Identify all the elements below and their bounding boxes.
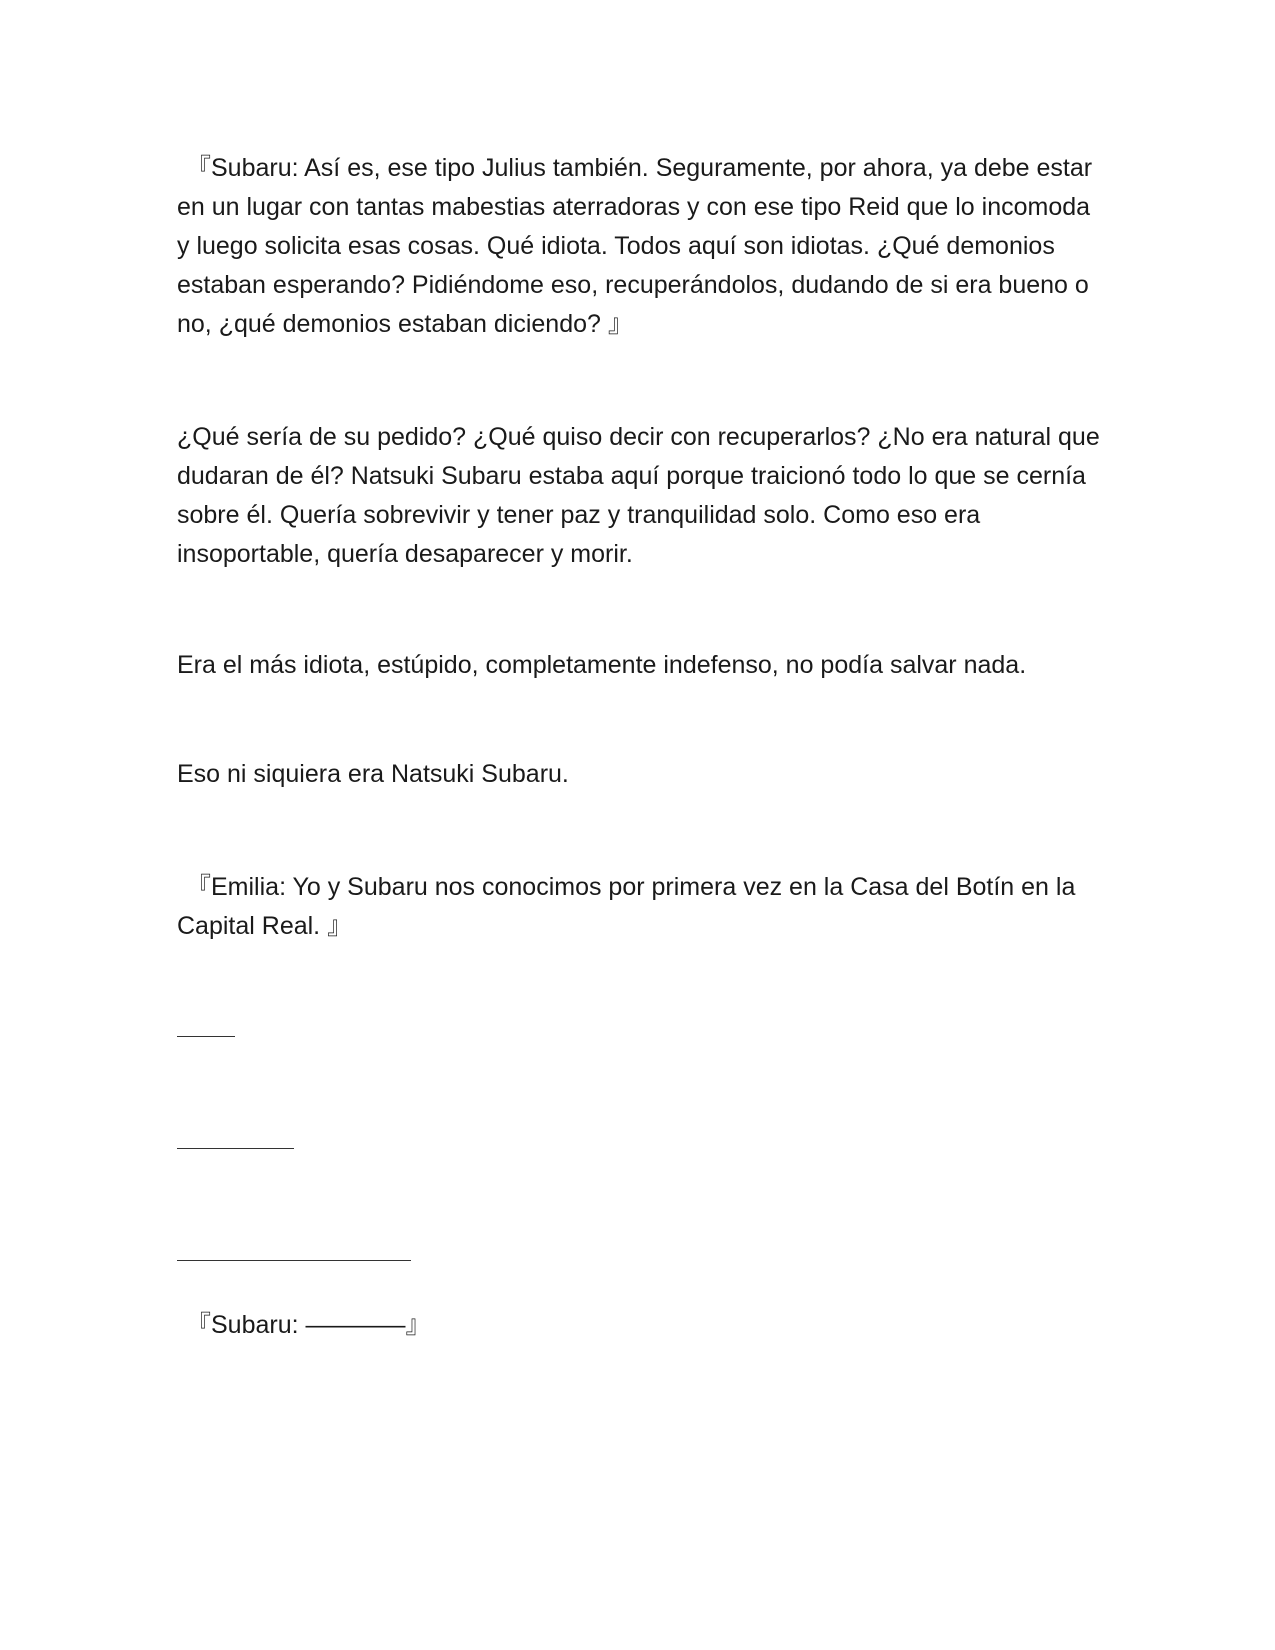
narration-paragraph-idiot: Era el más idiota, estúpido, completamente indefenso, no podía salvar nada.: [177, 651, 1027, 679]
dialogue-emilia: 『Emilia: Yo y Subaru nos conocimos por primera vez en la Casa del Botín en la Capital Real. 』: [177, 873, 1076, 940]
dash-line-medium: [177, 1148, 294, 1149]
dash-line-long: [177, 1260, 411, 1261]
dialogue-subaru-dash: 『Subaru: ————』: [186, 1311, 431, 1339]
narration-paragraph-request: ¿Qué sería de su pedido? ¿Qué quiso decir con recuperarlos? ¿No era natural que dudaran de él? Natsuki Subaru estaba aquí porque traicionó todo lo que se cernía sobre él. Quería sobrevivir y tener paz y tranquilidad solo. Como eso era insoportable, quería desaparecer y morir.: [177, 423, 1100, 568]
dash-line-short: [177, 1036, 235, 1037]
narration-paragraph-not-subaru: Eso ni siquiera era Natsuki Subaru.: [177, 760, 569, 788]
dialogue-subaru-julius: 『Subaru: Así es, ese tipo Julius también. Seguramente, por ahora, ya debe estar en un lugar con tantas mabestias aterradoras y con ese tipo Reid que lo incomoda y luego solicita esas cosas. Qué idiota. Todos aquí son idiotas. ¿Qué demonios estaban esperando? Pidiéndome eso, recuperándolos, dudando de si era bueno o no, ¿qué demonios estaban diciendo? 』: [177, 154, 1093, 338]
